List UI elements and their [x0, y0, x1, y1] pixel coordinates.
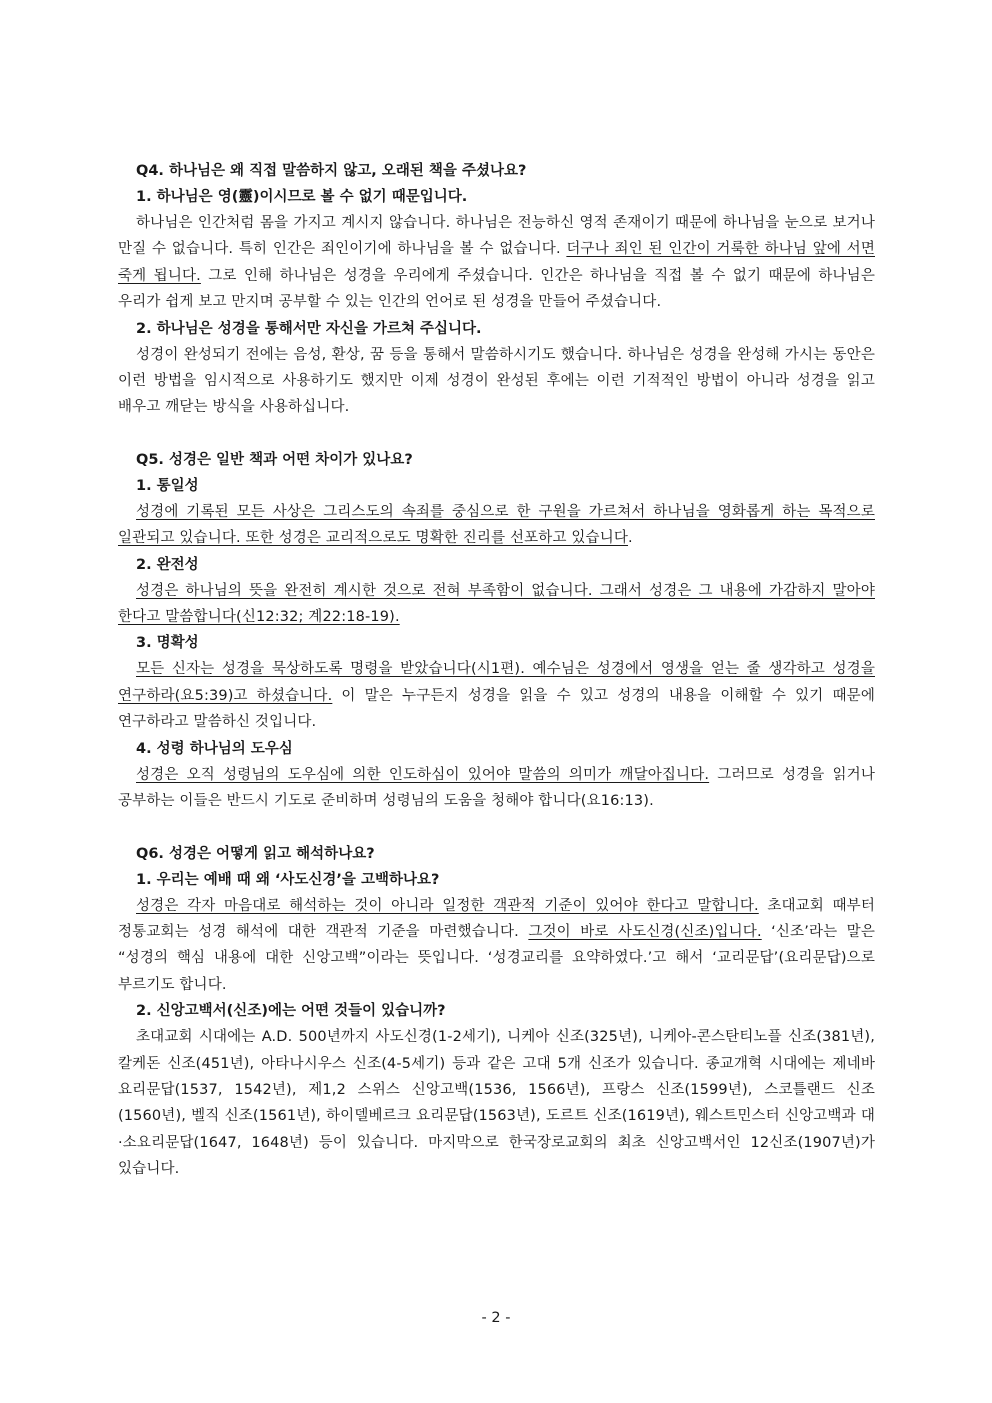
underlined-text: 성경은 오직 성령님의 도우심에 의한 인도하심이 있어야 말씀의 의미가 깨달아집니다.: [136, 766, 710, 783]
q5-s2-paragraph: [118, 578, 875, 631]
text-run: 그러므로 성경을 읽거나 공부하는 이들은 반드시 기도로 준비하며 성령님의 도움을 청해야 합니다(요16:13).: [118, 766, 875, 810]
q5-s4-heading: 4. 성령 하나님의 도우심: [136, 740, 293, 757]
page-number: - 2 -: [481, 1310, 511, 1326]
q6-s2-heading: 2. 신앙고백서(신조)에는 어떤 것들이 있습니까?: [136, 1003, 446, 1020]
q5-s4-paragraph: [118, 762, 875, 815]
underlined-text: 성경에 기록된 모든 사상은 그리스도의 속죄를 중심으로 한 구원을 가르쳐서 하나님을 영화롭게 하는 목적으로 일관되고 있습니다. 또한 성경은 교리적으로도 명확한 진리를 선포하고 있습니다: [118, 503, 875, 547]
q4-s1-paragraph: [118, 210, 875, 316]
text-run: 이 말은 누구든지 성경을 읽을 수 있고 성경의 내용을 이해할 수 있기 때문에 연구하라고 말씀하신 것입니다.: [118, 687, 875, 731]
text-run: ‘신조’라는 말은 “성경의 핵심 내용에 대한 신앙고백”이라는 뜻입니다. ‘성경교리를 요약하였다.’고 해서 ‘교리문답’(요리문답)으로 부르기도 합니다.: [118, 923, 875, 993]
q6-s1-heading: 1. 우리는 예배 때 왜 ‘사도신경’을 고백하나요?: [136, 871, 440, 888]
q6-s1-paragraph: [118, 893, 875, 999]
document-body: [118, 158, 875, 1183]
q4-s2-heading: 2. 하나님은 성경을 통해서만 자신을 가르쳐 주십니다.: [136, 320, 482, 337]
q5-s1-paragraph: [118, 499, 875, 552]
underlined-text: 모든 신자는 성경을 묵상하도록 명령을 받았습니다(시1편). 예수님은 성경에서 영생을 얻는 줄 생각하고 성경을 연구하라(요5:39)고 하셨습니다.: [118, 661, 875, 704]
q5-s2-heading: 2. 완전성: [136, 556, 199, 573]
text-run: 초대교회 때부터 정통교회는 성경 해석에 대한 객관적 기준을 마련했습니다.: [118, 897, 875, 940]
q4-title: Q4. 하나님은 왜 직접 말씀하지 않고, 오래된 책을 주셨나요?: [136, 163, 527, 179]
q4-s1-heading: 1. 하나님은 영(靈)이시므로 볼 수 없기 때문입니다.: [136, 189, 468, 205]
underlined-text: 성경은 하나님의 뜻을 완전히 계시한 것으로 전혀 부족함이 없습니다. 그래서 성경은 그 내용에 가감하지 말아야 한다고 말씀합니다(신12:32; 계22:18-19).: [118, 582, 875, 626]
q5-s3-paragraph: [118, 656, 875, 735]
q5-title: Q5. 성경은 일반 책과 어떤 차이가 있나요?: [136, 451, 413, 468]
q4-s2-paragraph: 성경이 완성되기 전에는 음성, 환상, 꿈 등을 통해서 말씀하시기도 했습니다. 하나님은 성경을 완성해 가시는 동안은 이런 방법을 임시적으로 사용하기도 했지만 이제 성경이 완성된 후에는 이런 기적적인 방법이 아니라 성경을 읽고 배우고 깨닫는 방식을 사용하십니다.: [118, 346, 875, 416]
underlined-text: 그것이 바로 사도신경(신조)입니다.: [528, 923, 762, 940]
underlined-text: 더구나 죄인 된 인간이 거룩한 하나님 앞에 서면 죽게 됩니다.: [118, 241, 875, 284]
q5-s3-heading: 3. 명확성: [136, 635, 199, 652]
q6-title: Q6. 성경은 어떻게 읽고 해석하나요?: [136, 845, 375, 862]
text-run: 하나님은 인간처럼 몸을 가지고 계시지 않습니다. 하나님은 전능하신 영적 존재이기 때문에 하나님을 눈으로 보거나 만질 수 없습니다. 특히 인간은 죄인이기에 하나님을 볼 수 없습니다.: [118, 215, 875, 258]
text-run: 그로 인해 하나님은 성경을 우리에게 주셨습니다. 인간은 하나님을 직접 볼 수 없기 때문에 하나님은 우리가 쉽게 보고 만지며 공부할 수 있는 인간의 언어로 된 성경을 만들어 주셨습니다.: [118, 267, 875, 311]
q6-s2-paragraph: 초대교회 시대에는 A.D. 500년까지 사도신경(1-2세기), 니케아 신조(325년), 니케아-콘스탄티노플 신조(381년), 칼케돈 신조(451년), 아타나시우스 신조(4-5세기) 등과 같은 고대 5개 신조가 있습니다. 종교개혁 시대에는 제네바 요리문답(1537, 1542년), 제1,2 스위스 신앙고백(1536, 1566년), 프랑스 신조(1599년), 스코틀랜드 신조(1560년), 벨직 신조(1561년), 하이델베르크 요리문답(1563년), 도르트 신조(1619년), 웨스트민스터 신앙고백과 대·소요리문답(1647, 1648년) 등이 있습니다. 마지막으로 한국장로교회의 최초 신앙고백서인 12신조(1907년)가 있습니다.: [118, 1029, 875, 1178]
text-run: .: [628, 530, 633, 547]
q5-s1-heading: 1. 통일성: [136, 477, 199, 494]
underlined-text: 성경은 각자 마음대로 해석하는 것이 아니라 일정한 객관적 기준이 있어야 한다고 말합니다.: [136, 897, 759, 914]
